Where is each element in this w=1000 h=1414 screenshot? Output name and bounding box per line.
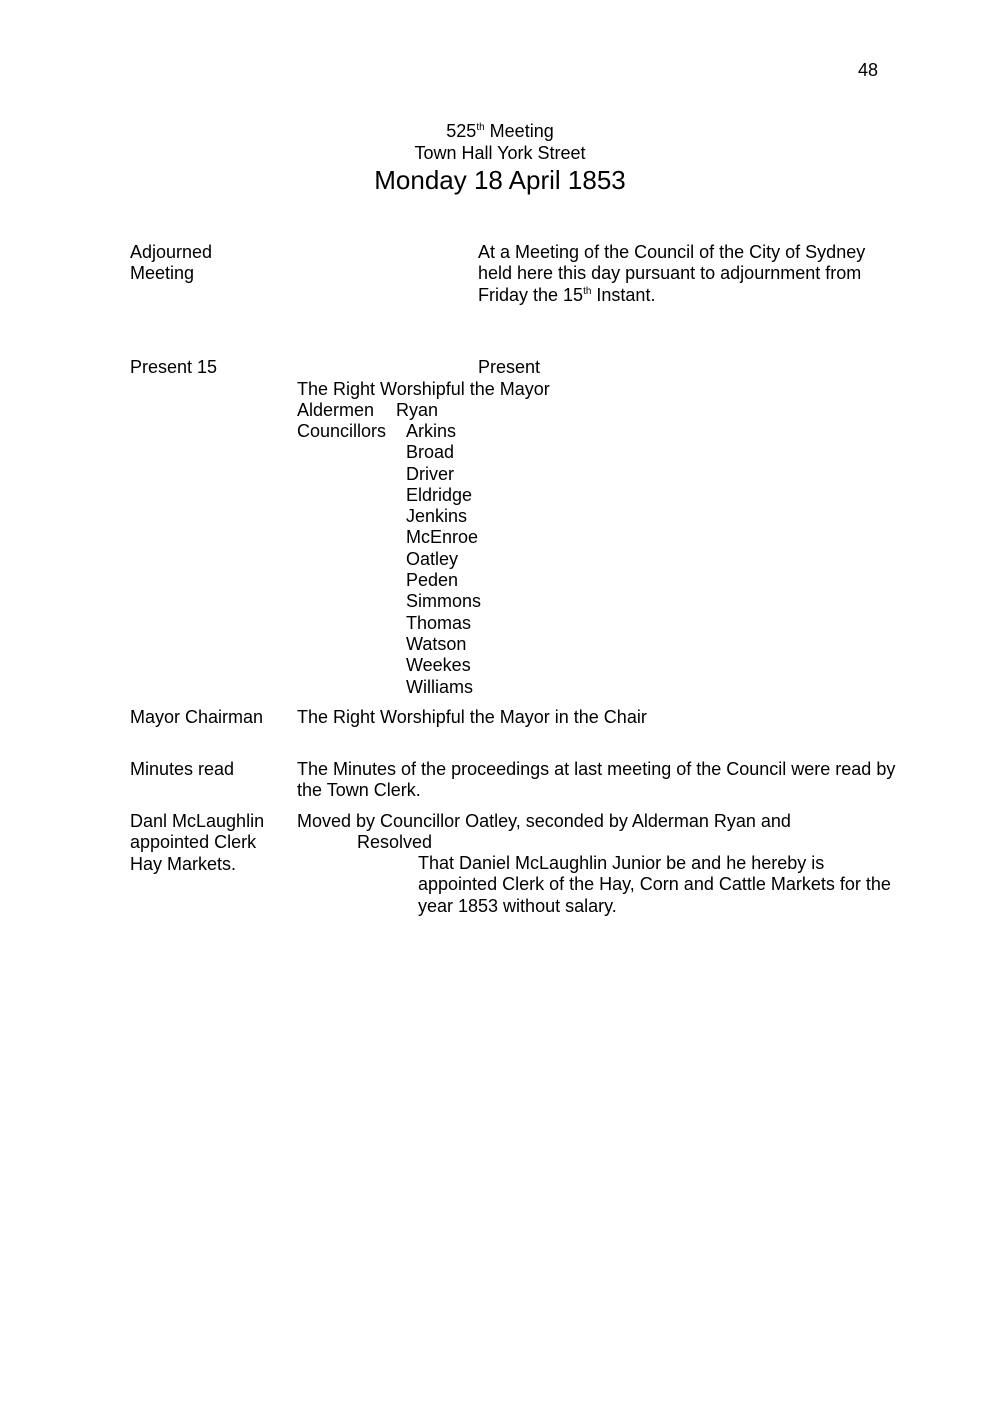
page-number: 48 xyxy=(857,60,878,80)
margin-note-line: Meeting xyxy=(130,263,195,284)
councillor-name: Broad xyxy=(406,442,455,463)
minutes-margin-note: Minutes read xyxy=(130,759,235,779)
councillor-name: Peden xyxy=(406,570,459,591)
councillor-name: Thomas xyxy=(406,612,472,633)
councillor-name: Weekes xyxy=(406,655,471,676)
chair-paragraph: The Right Worshipful the Mayor in the Chair xyxy=(297,707,647,727)
resolution-paragraph: That Daniel McLaughlin Junior be and he hereby is appointed Clerk of the Hay, Corn and Cattle Markets for the year 1853 without salary. xyxy=(418,853,891,916)
alderman-name: Ryan xyxy=(396,400,439,420)
councillor-name: Driver xyxy=(406,463,454,484)
adjourned-meeting-paragraph xyxy=(478,242,898,306)
councillor-name: Oatley xyxy=(406,548,459,569)
councillor-list xyxy=(406,421,481,698)
councillor-name: Jenkins xyxy=(406,506,468,527)
margin-note-line: Adjourned xyxy=(130,242,213,262)
venue-heading: Town Hall York Street xyxy=(414,143,586,163)
councillor-name: Arkins xyxy=(406,421,457,441)
present-mayor: The Right Worshipful the Mayor xyxy=(297,379,550,399)
meeting-number: 525 xyxy=(446,121,477,141)
meeting-number-heading xyxy=(0,121,1000,142)
councillors-label: Councillors xyxy=(297,421,387,441)
councillor-name: Simmons xyxy=(406,591,482,612)
meeting-date-title: Monday 18 April 1853 xyxy=(374,165,626,195)
instant-ordinal-suffix: th xyxy=(583,285,592,297)
motion-line: Moved by Councillor Oatley, seconded by Alderman Ryan and xyxy=(297,811,791,831)
aldermen-label: Aldermen xyxy=(297,400,375,420)
councillor-name: McEnroe xyxy=(406,527,479,548)
councillor-name: Williams xyxy=(406,676,473,697)
meeting-ordinal-suffix: th xyxy=(476,122,485,133)
minutes-paragraph: The Minutes of the proceedings at last meeting of the Council were read by the Town Clerk. xyxy=(297,759,896,801)
resolution-margin-note xyxy=(130,811,290,875)
councillor-name: Eldridge xyxy=(406,484,473,505)
adjourned-margin-note xyxy=(130,242,290,285)
present-count-margin-note: Present 15 xyxy=(130,357,218,377)
adjourned-text: At a Meeting of the Council of the City of Sydney held here this day pursuant to adjournment from Friday the 15 xyxy=(478,242,866,305)
margin-note-line: Danl McLaughlin xyxy=(130,811,265,831)
resolved-label: Resolved xyxy=(357,832,433,852)
margin-note-line: Hay Markets. xyxy=(130,853,237,874)
adjourned-text-end: Instant. xyxy=(591,284,656,305)
margin-note-line: appointed Clerk xyxy=(130,832,257,853)
present-heading: Present xyxy=(478,357,541,377)
meeting-label: Meeting xyxy=(489,121,554,141)
chair-margin-note: Mayor Chairman xyxy=(130,707,264,727)
councillor-name: Watson xyxy=(406,633,467,654)
